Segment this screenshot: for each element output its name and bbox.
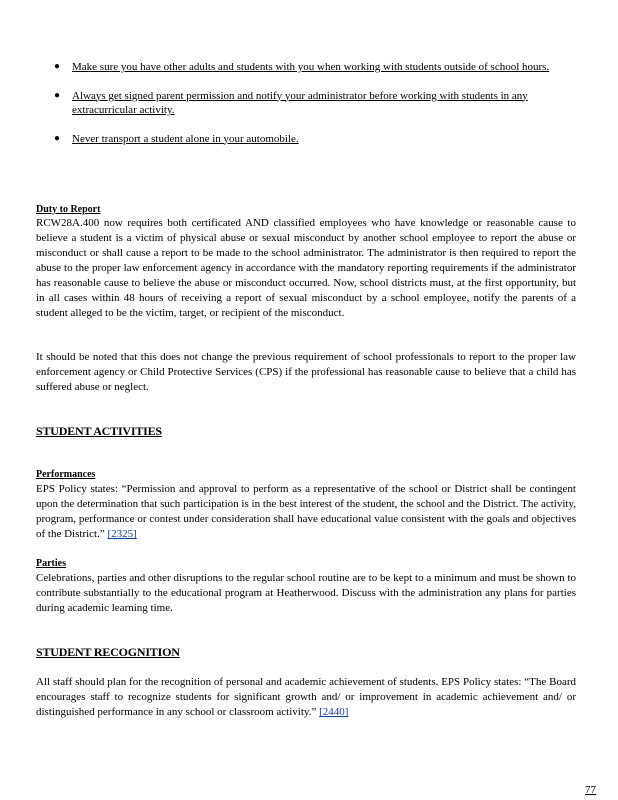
recognition-text: All staff should plan for the recognition of personal and academic achievement of students. EPS Policy states: “The Board encourages staff to recognize students for significant growth and/ or improvement in academic achievement and/ or distinguished performance in any school or classroom activity.” xyxy=(36,676,576,718)
student-recognition-heading: STUDENT RECOGNITION xyxy=(36,645,180,659)
bullet-icon: ● xyxy=(54,89,61,101)
student-activities-heading: STUDENT ACTIVITIES xyxy=(36,424,162,438)
duty-to-report-paragraph: RCW28A.400 now requires both certificated AND classified employees who have knowledge or reasonable cause to believe a student is a victim of physical abuse or sexual misconduct by another school employee to report the abuse or misconduct or shall cause a report to be made to the school administrator. The administrator is then required to report the abuse to the proper law enforcement agency in accordance with the mandatory reporting requirements if the administrator has reasonable cause to believe the abuse or misconduct occurred. Now, school districts must, at the first opportunity, but in all cases within 48 hours of receiving a report of sexual misconduct by a school employee, notify the parents of a student alleged to be the victim, target, or recipient of the misconduct. xyxy=(36,217,576,319)
list-item xyxy=(54,132,578,147)
performances-paragraph xyxy=(36,482,576,542)
bullet-text: Always get signed parent permission and notify your administrator before working with students in any extracurricular activity. xyxy=(72,89,528,116)
bullet-text: Never transport a student alone in your automobile. xyxy=(72,132,299,145)
performances-heading: Performances xyxy=(36,469,96,480)
duty-to-report-heading: Duty to Report xyxy=(36,204,101,215)
bullet-text: Make sure you have other adults and students with you when working with students outside of school hours. xyxy=(72,61,550,73)
duty-to-report-note: It should be noted that this does not change the previous requirement of school professionals to report to the proper law enforcement agency or Child Protective Services (CPS) if the professional has reasonable cause to believe that a child has suffered abuse or neglect. xyxy=(36,351,576,393)
page-number: 77 xyxy=(585,784,596,796)
parties-paragraph: Celebrations, parties and other disruptions to the regular school routine are to be kept to a minimum and must be shown to contribute substantially to the educational program at Heatherwood. Discuss with the administration any plans for parties during academic learning time. xyxy=(36,572,576,614)
performances-text: EPS Policy states: “Permission and approval to perform as a representative of the school or District shall be contingent upon the determination that such participation is in the best interest of the student, the school and the District. The activity, program, performance or contest under consideration shall have educational value consistent with the goals and objectives of the District.” xyxy=(36,483,576,540)
policy-2440-link[interactable]: [2440] xyxy=(319,706,349,718)
policy-2325-link[interactable]: [2325] xyxy=(107,528,137,540)
conduct-bullet-list xyxy=(54,60,578,160)
list-item xyxy=(54,89,578,118)
bullet-icon: ● xyxy=(54,61,61,72)
student-recognition-paragraph xyxy=(36,675,576,720)
list-item xyxy=(54,60,578,75)
parties-heading: Parties xyxy=(36,558,66,569)
bullet-icon: ● xyxy=(54,132,61,144)
